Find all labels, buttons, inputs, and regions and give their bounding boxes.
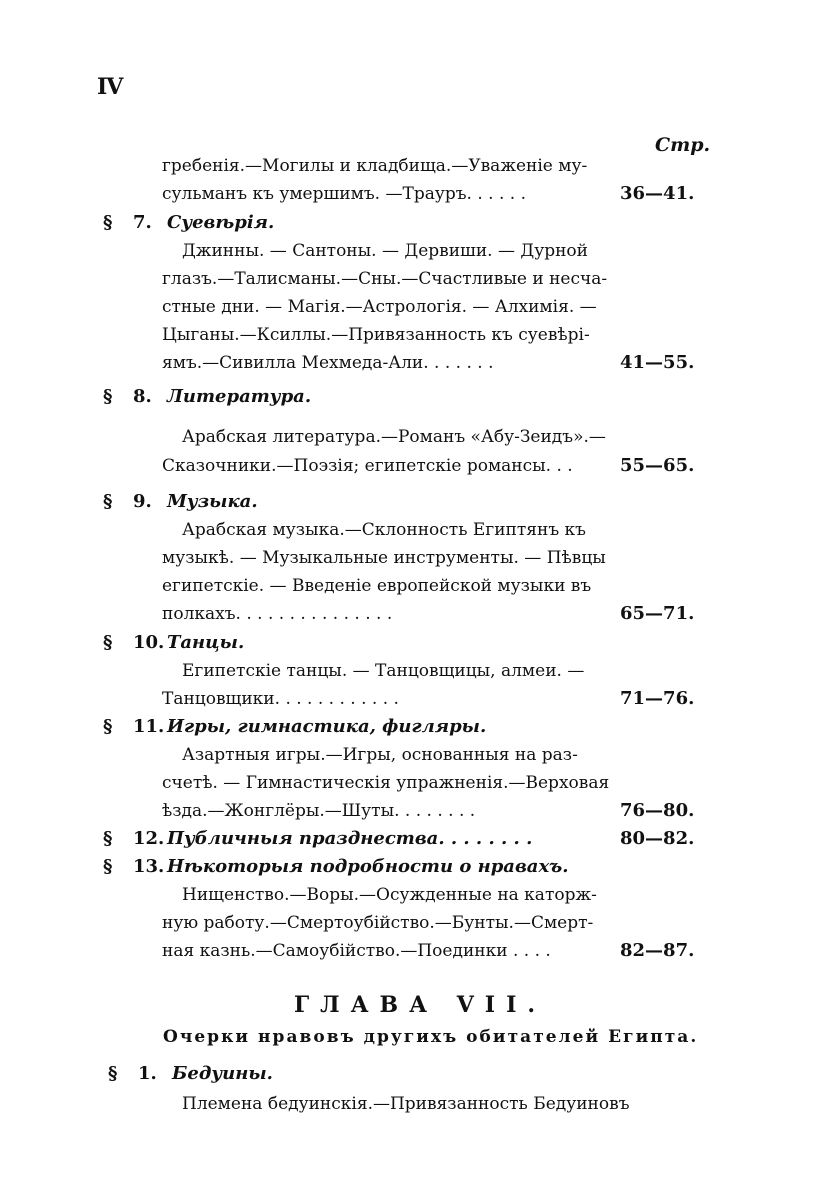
section-title: Суевѣрія. <box>167 212 275 233</box>
toc-line: сульманъ къ умершимъ. —Трауръ. . . . . . <box>162 184 526 204</box>
toc-section-heading <box>103 491 258 513</box>
toc-line: музыкѣ. — Музыкальные инструменты. — Пѣвцы <box>162 548 606 568</box>
section-number: 1. <box>138 1063 157 1084</box>
section-number: 10. <box>133 632 165 653</box>
toc-section-heading <box>103 632 244 654</box>
toc-section-heading <box>103 716 486 738</box>
toc-page-range: 76—80. <box>620 800 695 821</box>
section-number: 12. <box>133 828 165 849</box>
toc-page-range: 82—87. <box>620 940 695 961</box>
toc-line: ѣзда.—Жонглёры.—Шуты. . . . . . . . <box>162 801 476 821</box>
section-number: 9. <box>133 491 152 512</box>
toc-line: полкахъ. . . . . . . . . . . . . . . <box>162 604 393 624</box>
toc-line: Цыганы.—Ксиллы.—Привязанность къ суевѣрі- <box>162 325 590 345</box>
toc-line: египетскіе. — Введеніе европейской музыки въ <box>162 576 592 596</box>
toc-section-heading <box>103 856 569 878</box>
section-number: 8. <box>133 386 152 407</box>
toc-line: ную работу.—Смертоубійство.—Бунты.—Смерт- <box>162 913 594 933</box>
section-number: 7. <box>133 212 152 233</box>
toc-line: ная казнь.—Самоубійство.—Поединки . . . . <box>162 941 551 961</box>
section-title: Игры, гимнастика, фигляры. <box>167 716 487 737</box>
toc-line: Сказочники.—Поэзія; египетскіе романсы. . . <box>162 456 573 476</box>
toc-page-range: 65—71. <box>620 603 695 624</box>
chapter-heading: ГЛАВА VII. <box>293 992 547 1018</box>
toc-line: Нищенство.—Воры.—Осужденные на каторж- <box>182 885 597 905</box>
section-mark: § <box>103 856 113 877</box>
toc-section-heading <box>103 828 532 850</box>
toc-section-heading <box>108 1063 273 1085</box>
page-column-label: Стр. <box>655 134 711 156</box>
toc-section-heading <box>103 386 311 408</box>
section-title: Литература. <box>167 386 312 407</box>
toc-page-range: 36—41. <box>620 183 695 204</box>
toc-line: Племена бедуинскія.—Привязанность Бедуиновъ <box>182 1094 630 1114</box>
toc-line: Азартныя игры.—Игры, основанныя на раз- <box>182 745 578 765</box>
toc-line: Джинны. — Сантоны. — Дервиши. — Дурной <box>182 241 588 261</box>
section-mark: § <box>108 1063 118 1084</box>
toc-line: счетѣ. — Гимнастическія упражненія.—Верховая <box>162 773 610 793</box>
toc-line: Танцовщики. . . . . . . . . . . . <box>162 689 399 709</box>
section-mark: § <box>103 828 113 849</box>
section-mark: § <box>103 632 113 653</box>
section-title: Бедуины. <box>172 1063 273 1084</box>
section-number: 13. <box>133 856 165 877</box>
toc-page-range: 41—55. <box>620 352 695 373</box>
section-mark: § <box>103 212 113 233</box>
toc-page-range: 80—82. <box>620 828 695 849</box>
toc-line: стные дни. — Магія.—Астрологія. — Алхимія. — <box>162 297 597 317</box>
section-title: Танцы. <box>167 632 245 653</box>
toc-line: глазъ.—Талисманы.—Сны.—Счастливые и несча- <box>162 269 608 289</box>
toc-page-range: 55—65. <box>620 455 695 476</box>
page-number: IV <box>97 74 123 100</box>
section-title: Музыка. <box>167 491 258 512</box>
toc-line: гребенія.—Могилы и кладбища.—Уваженіе му- <box>162 156 588 176</box>
section-mark: § <box>103 716 113 737</box>
section-mark: § <box>103 386 113 407</box>
toc-line: Арабская музыка.—Склонность Египтянъ къ <box>182 520 586 540</box>
section-number: 11. <box>133 716 165 737</box>
toc-line: Египетскіе танцы. — Танцовщицы, алмеи. — <box>182 661 585 681</box>
section-title: Публичныя празднества. . . . . . . . <box>167 828 533 849</box>
toc-section-heading <box>103 212 274 234</box>
chapter-subtitle: Очерки нравовъ другихъ обитателей Египта. <box>163 1027 699 1047</box>
toc-line: Арабская литература.—Романъ «Абу-Зеидъ».— <box>182 427 606 447</box>
toc-page-range: 71—76. <box>620 688 695 709</box>
section-title: Нѣкоторыя подробности о нравахъ. <box>167 856 569 877</box>
section-mark: § <box>103 491 113 512</box>
toc-line: ямъ.—Сивилла Мехмеда-Али. . . . . . . <box>162 353 494 373</box>
